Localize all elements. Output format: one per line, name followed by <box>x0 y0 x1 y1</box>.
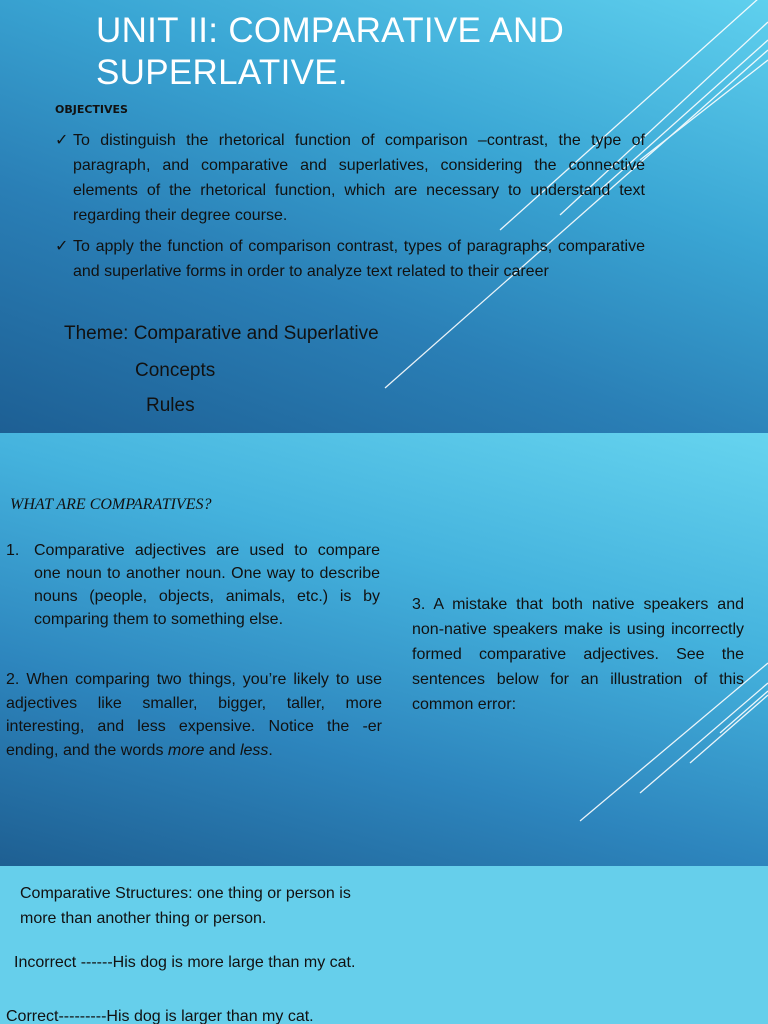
concepts-text: Concepts <box>135 360 216 381</box>
objective-item <box>55 128 645 228</box>
structures-text: Comparative Structures: one thing or person is more than another thing or person. <box>20 885 351 927</box>
word-less: less <box>239 741 269 759</box>
objectives-list <box>55 128 645 290</box>
theme-text: Theme: Comparative and Superlative <box>64 323 379 344</box>
paragraph-1-number: 1. <box>6 542 20 559</box>
paragraph-2 <box>6 668 382 762</box>
objective-text: To apply the function of comparison contrast, types of paragraphs, comparative and superlative forms in order to analyze text related to their career <box>73 238 645 280</box>
word-more: more <box>167 741 205 759</box>
paragraph-3: 3. A mistake that both native speakers and non-native speakers make is using incorrectly formed comparative adjectives. See the sentences below for an illustration of this common error: <box>412 596 744 713</box>
slide-unit-ii <box>0 0 768 433</box>
slide-what-are-comparatives <box>0 433 768 866</box>
objective-item <box>55 234 645 284</box>
rules-text: Rules <box>146 395 195 416</box>
slide-comparative-structures <box>0 866 768 1024</box>
objectives-heading: OBJECTIVES <box>55 103 128 116</box>
title-line-2: SUPERLATIVE. <box>96 53 348 92</box>
correct-example: Correct---------His dog is larger than my cat. <box>6 1008 314 1024</box>
paragraph-2-end: . <box>268 741 273 759</box>
title-line-1: UNIT II: COMPARATIVE AND <box>96 11 565 50</box>
check-icon: ✓ <box>55 238 69 255</box>
objective-text: To distinguish the rhetorical function of comparison –contrast, the type of paragraph, and comparative and superlatives, considering the connective elements of the rhetorical function, which are necessary to understand text regarding their degree course. <box>73 132 645 224</box>
paragraph-1 <box>6 539 380 631</box>
paragraph-2-and: and <box>204 741 240 759</box>
paragraph-2-text: 2. When comparing two things, you’re likely to use adjectives like smaller, bigger, taller, more interesting, and less expensive. Notice the -er ending, and the words <box>6 671 382 759</box>
check-icon: ✓ <box>55 132 69 149</box>
paragraph-1-text: Comparative adjectives are used to compare one noun to another noun. One way to describe nouns (people, objects, animals, etc.) is by comparing them to something else. <box>34 542 380 628</box>
incorrect-example: Incorrect ------His dog is more large than my cat. <box>14 954 356 971</box>
section-heading: WHAT ARE COMPARATIVES? <box>10 496 212 513</box>
page-title <box>96 10 564 94</box>
